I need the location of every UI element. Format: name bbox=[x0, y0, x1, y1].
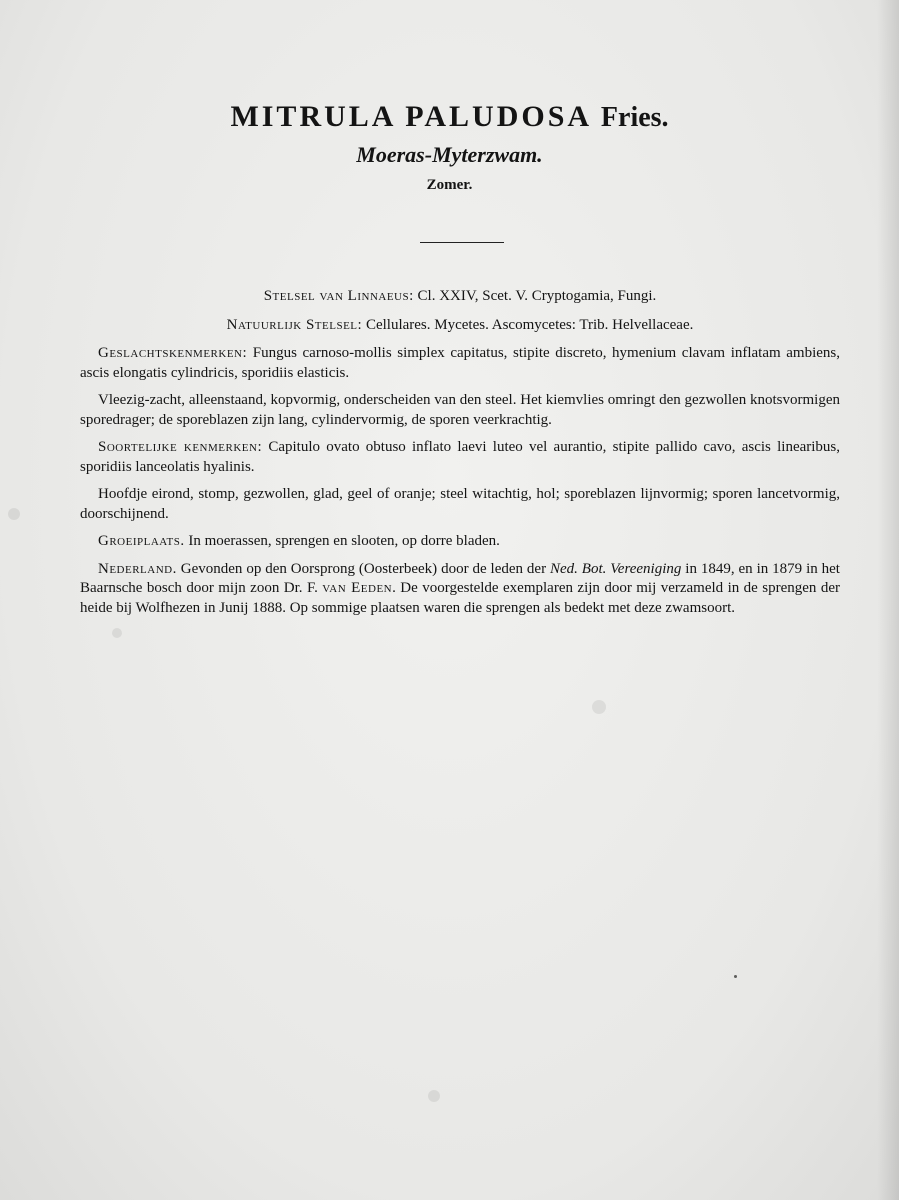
natural-system-line bbox=[80, 316, 840, 336]
linnaeus-line bbox=[80, 287, 840, 307]
species-name: MITRULA PALUDOSA bbox=[230, 100, 591, 133]
title-divider bbox=[420, 242, 504, 243]
netherlands-text-2: in 1849, en in 1879 in het Baarnsche bosch door mijn zoon Dr. F. bbox=[80, 560, 840, 596]
species-author: Fries. bbox=[600, 102, 669, 133]
society-name: Ned. Bot. Vereeniging bbox=[549, 560, 682, 577]
person-name: van Eeden bbox=[322, 580, 393, 596]
genus-latin-text: Fungus carnoso-mollis simplex capitatus, stipite discreto, hymenium clavam inflatam ambiens, ascis elongatis cylindricis, sporidiis elasticis. bbox=[80, 345, 840, 381]
natural-system-label: Natuurlijk Stelsel: bbox=[226, 316, 363, 333]
species-label: Soortelijke kenmerken: bbox=[98, 439, 263, 455]
paper-speck bbox=[734, 975, 737, 978]
description-body bbox=[80, 287, 840, 626]
species-dutch: Hoofdje eirond, stomp, gezwollen, glad, geel of oranje; steel witachtig, hol; sporeblazen lijnvormig; sporen lancetvormig, doorschijnend. bbox=[80, 486, 840, 522]
habitat-text: In moerassen, sprengen en slooten, op dorre bladen. bbox=[184, 533, 500, 549]
genus-latin bbox=[80, 344, 840, 383]
species-latin bbox=[80, 438, 840, 477]
species-latin-text: Capitulo ovato obtuso inflato laevi luteo vel aurantio, stipite pallido cavo, ascis linearibus, sporidiis lanceolatis hyalinis. bbox=[80, 439, 841, 475]
paper-speck bbox=[112, 628, 122, 638]
linnaeus-text: Cl. XXIV, Scet. V. Cryptogamia, Fungi. bbox=[413, 288, 657, 304]
season: Zomer. bbox=[426, 177, 473, 193]
habitat-label: Groeiplaats. bbox=[98, 533, 185, 549]
paper-speck bbox=[428, 1090, 440, 1102]
netherlands-label: Nederland. bbox=[98, 560, 177, 577]
netherlands-text-3: . De voorgestelde exemplaren zijn door mij verzameld in de sprengen der heide bij Wolfhezen in Junij 1888. Op sommige plaatsen waren die sprengen als bedekt met deze zwamsoort. bbox=[80, 580, 841, 616]
paper-speck bbox=[8, 508, 20, 520]
habitat bbox=[80, 532, 840, 552]
genus-dutch: Vleezig-zacht, alleenstaand, kopvormig, onderscheiden van den steel. Het kiemvlies omringt den gezwollen knotsvormigen sporedrager; de sporeblazen zijn lang, cylindervormig, de sporen veerkrachtig. bbox=[80, 392, 840, 428]
genus-label: Geslachtskenmerken: bbox=[98, 345, 248, 361]
netherlands-text-1: Gevonden op den Oorsprong (Oosterbeek) door de leden der bbox=[176, 560, 550, 577]
netherlands bbox=[80, 560, 840, 619]
linnaeus-label: Stelsel van Linnaeus: bbox=[263, 288, 414, 304]
natural-system-text: Cellulares. Mycetes. Ascomycetes: Trib. Helvellaceae. bbox=[362, 316, 694, 333]
paper-speck bbox=[592, 700, 606, 714]
dutch-name: Moeras-Myterzwam. bbox=[356, 142, 543, 167]
species-title bbox=[0, 100, 899, 134]
